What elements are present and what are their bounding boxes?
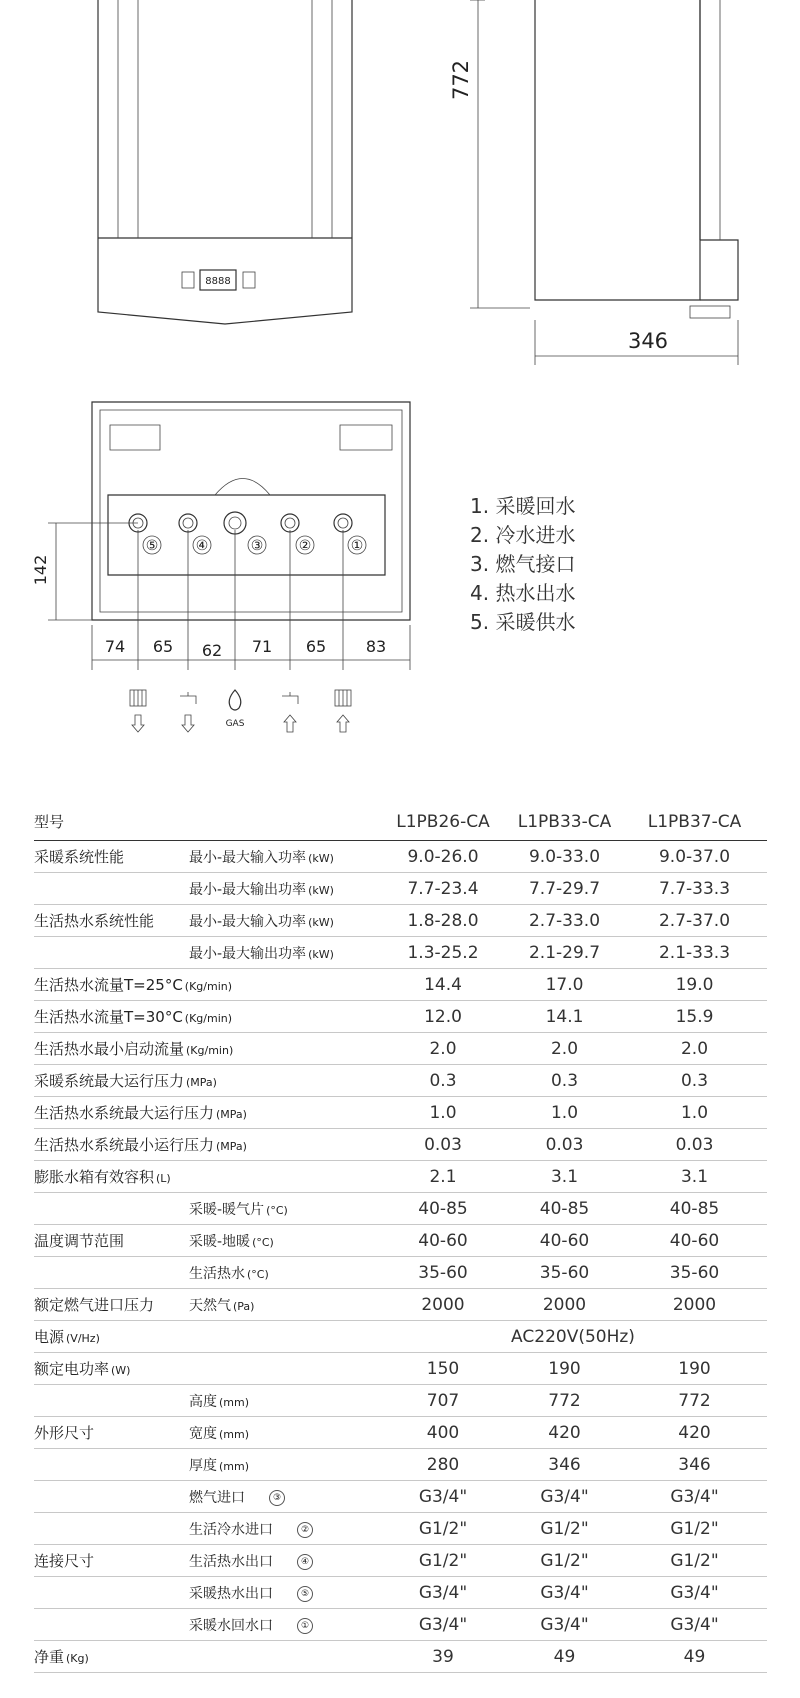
gas-flame-icon bbox=[226, 690, 245, 729]
value-cell: G3/4" bbox=[507, 1577, 622, 1609]
table-row bbox=[34, 1097, 767, 1129]
value-cell: 40-60 bbox=[507, 1225, 622, 1257]
spacing-65-right: 65 bbox=[305, 637, 327, 656]
row-category-text: 温度调节范围 bbox=[34, 1232, 125, 1250]
value-cell: G3/4" bbox=[622, 1481, 767, 1513]
value-cell: 2.0 bbox=[379, 1033, 507, 1065]
model-name: L1PB37-CA bbox=[622, 803, 767, 841]
row-subcategory-text: 燃气进口 bbox=[189, 1489, 245, 1506]
row-category bbox=[34, 1577, 189, 1609]
row-category-text: 采暖系统性能 bbox=[34, 848, 125, 866]
legend-item-2: 2. 冷水进水 bbox=[470, 523, 576, 547]
value-cell: 707 bbox=[379, 1385, 507, 1417]
value-cell: 0.03 bbox=[507, 1129, 622, 1161]
table-row bbox=[34, 1257, 767, 1289]
value-cell: 40-85 bbox=[379, 1193, 507, 1225]
merged-value-cell: AC220V(50Hz) bbox=[379, 1321, 767, 1353]
cold-water-tap-icon bbox=[282, 692, 298, 732]
row-category bbox=[34, 1001, 233, 1033]
row-category-unit: (MPa) bbox=[186, 1076, 217, 1089]
value-cell: 1.0 bbox=[507, 1097, 622, 1129]
row-subcategory-unit: (°C) bbox=[247, 1267, 269, 1281]
row-subcategory bbox=[189, 1417, 379, 1449]
legend-item-5: 5. 采暖供水 bbox=[470, 610, 576, 634]
row-category-text: 外形尺寸 bbox=[34, 1424, 95, 1442]
connection-number-badge: ② bbox=[297, 1522, 313, 1538]
row-subcategory-text: 采暖水回水口 bbox=[189, 1617, 273, 1634]
value-cell: G1/2" bbox=[622, 1545, 767, 1577]
table-row bbox=[34, 1577, 767, 1609]
row-category bbox=[34, 1609, 189, 1641]
value-cell: 0.3 bbox=[622, 1065, 767, 1097]
value-cell: 2000 bbox=[507, 1289, 622, 1321]
model-label: 型号 bbox=[34, 803, 189, 841]
row-subcategory bbox=[189, 1513, 379, 1545]
value-cell: 772 bbox=[507, 1385, 622, 1417]
radiator-return-icon bbox=[335, 690, 351, 732]
value-cell: 40-60 bbox=[379, 1225, 507, 1257]
table-row bbox=[34, 1353, 767, 1385]
value-cell: 9.0-37.0 bbox=[622, 841, 767, 873]
side-view bbox=[449, 0, 738, 365]
row-subcategory bbox=[189, 1161, 379, 1193]
row-category-text: 额定电功率 bbox=[34, 1360, 110, 1378]
value-cell: 40-60 bbox=[622, 1225, 767, 1257]
left-button-icon bbox=[182, 272, 194, 288]
row-category-text: 电源 bbox=[34, 1328, 65, 1346]
value-cell: G3/4" bbox=[379, 1481, 507, 1513]
connection-legend bbox=[470, 492, 575, 637]
row-category-text: 连接尺寸 bbox=[34, 1552, 95, 1570]
table-row bbox=[34, 1641, 767, 1673]
row-category bbox=[34, 905, 189, 937]
row-subcategory-text: 天然气 bbox=[189, 1297, 231, 1314]
table-header-row bbox=[34, 803, 767, 841]
row-category bbox=[34, 1321, 189, 1353]
connection-number-badge: ③ bbox=[269, 1490, 285, 1506]
value-cell: 150 bbox=[379, 1353, 507, 1385]
row-subcategory bbox=[189, 1545, 379, 1577]
row-category bbox=[34, 1129, 247, 1161]
row-category bbox=[34, 1161, 189, 1193]
value-cell: 49 bbox=[622, 1641, 767, 1673]
value-cell: 35-60 bbox=[507, 1257, 622, 1289]
row-category bbox=[34, 1449, 189, 1481]
row-subcategory-text: 生活热水 bbox=[189, 1265, 245, 1282]
row-category bbox=[34, 1225, 189, 1257]
row-category bbox=[34, 1065, 217, 1097]
row-subcategory-text: 采暖热水出口 bbox=[189, 1585, 273, 1602]
row-category-unit: (Kg/min) bbox=[184, 980, 233, 993]
value-cell: G3/4" bbox=[379, 1577, 507, 1609]
value-cell: 35-60 bbox=[622, 1257, 767, 1289]
row-subcategory bbox=[189, 1225, 379, 1257]
value-cell: 280 bbox=[379, 1449, 507, 1481]
row-subcategory bbox=[189, 1257, 379, 1289]
table-row bbox=[34, 1161, 767, 1193]
row-category-text: 生活热水系统性能 bbox=[34, 912, 155, 930]
gas-label: GAS bbox=[225, 719, 245, 729]
value-cell: 2.1 bbox=[379, 1161, 507, 1193]
value-cell: 346 bbox=[622, 1449, 767, 1481]
row-category-unit: (Kg) bbox=[66, 1652, 89, 1665]
value-cell: 2.0 bbox=[622, 1033, 767, 1065]
row-subcategory bbox=[189, 937, 379, 969]
value-cell: G1/2" bbox=[379, 1545, 507, 1577]
row-category bbox=[34, 1257, 189, 1289]
connection-1-label: ① bbox=[350, 538, 364, 554]
row-category bbox=[34, 1193, 189, 1225]
row-subcategory-text: 采暖-地暖 bbox=[189, 1233, 251, 1250]
row-subcategory-text: 生活热水出口 bbox=[189, 1553, 273, 1570]
connection-number-badge: ⑤ bbox=[297, 1586, 313, 1602]
connection-4-label: ④ bbox=[195, 538, 209, 554]
value-cell: 3.1 bbox=[507, 1161, 622, 1193]
row-category bbox=[34, 1033, 234, 1065]
value-cell: 19.0 bbox=[622, 969, 767, 1001]
row-subcategory bbox=[189, 873, 379, 905]
row-category-text: 额定燃气进口压力 bbox=[34, 1296, 155, 1314]
value-cell: 400 bbox=[379, 1417, 507, 1449]
row-subcategory-unit: (kW) bbox=[308, 947, 334, 961]
front-view bbox=[98, 0, 352, 324]
row-subcategory-text: 最小-最大输入功率 bbox=[189, 849, 307, 866]
value-cell: 190 bbox=[622, 1353, 767, 1385]
table-row bbox=[34, 873, 767, 905]
row-subcategory-text: 最小-最大输入功率 bbox=[189, 913, 307, 930]
value-cell: 190 bbox=[507, 1353, 622, 1385]
table-row bbox=[34, 1449, 767, 1481]
table-row bbox=[34, 1481, 767, 1513]
value-cell: 7.7-33.3 bbox=[622, 873, 767, 905]
value-cell: G3/4" bbox=[379, 1609, 507, 1641]
row-category-unit: (MPa) bbox=[216, 1140, 247, 1153]
model-name: L1PB26-CA bbox=[379, 803, 507, 841]
value-cell: 0.3 bbox=[507, 1065, 622, 1097]
row-category bbox=[34, 1513, 189, 1545]
value-cell: 7.7-29.7 bbox=[507, 873, 622, 905]
table-row bbox=[34, 1321, 767, 1353]
row-subcategory bbox=[189, 1193, 379, 1225]
row-subcategory-text: 厚度 bbox=[189, 1457, 217, 1474]
model-name: L1PB33-CA bbox=[507, 803, 622, 841]
value-cell: 1.0 bbox=[379, 1097, 507, 1129]
row-subcategory bbox=[189, 1321, 379, 1353]
table-row bbox=[34, 1193, 767, 1225]
row-subcategory-text: 高度 bbox=[189, 1393, 217, 1410]
row-category-unit: (V/Hz) bbox=[66, 1332, 100, 1345]
connection-number-badge: ④ bbox=[297, 1554, 313, 1570]
row-category bbox=[34, 1385, 189, 1417]
row-subcategory-unit: (°C) bbox=[266, 1203, 288, 1217]
row-category-unit: (W) bbox=[111, 1364, 131, 1377]
spec-table bbox=[34, 803, 767, 1673]
row-subcategory-text: 采暖-暖气片 bbox=[189, 1201, 265, 1218]
table-row bbox=[34, 1001, 767, 1033]
value-cell: 39 bbox=[379, 1641, 507, 1673]
value-cell: 40-85 bbox=[622, 1193, 767, 1225]
spacing-71: 71 bbox=[251, 637, 273, 656]
value-cell: 0.03 bbox=[379, 1129, 507, 1161]
value-cell: 2.1-33.3 bbox=[622, 937, 767, 969]
row-category bbox=[34, 1545, 189, 1577]
legend-item-3: 3. 燃气接口 bbox=[470, 552, 576, 576]
row-subcategory bbox=[189, 1385, 379, 1417]
row-subcategory-unit: (Pa) bbox=[233, 1299, 255, 1313]
table-row bbox=[34, 841, 767, 873]
hot-water-tap-icon bbox=[180, 692, 196, 732]
row-subcategory bbox=[189, 1609, 379, 1641]
value-cell: G3/4" bbox=[507, 1481, 622, 1513]
row-subcategory-unit: (mm) bbox=[219, 1459, 250, 1473]
row-subcategory bbox=[189, 1641, 379, 1673]
connection-5-label: ⑤ bbox=[145, 538, 159, 554]
value-cell: 0.3 bbox=[379, 1065, 507, 1097]
row-subcategory bbox=[189, 1065, 379, 1097]
row-category-text: 生活热水系统最大运行压力 bbox=[34, 1104, 215, 1122]
table-row bbox=[34, 1609, 767, 1641]
row-category bbox=[34, 1353, 189, 1385]
row-category-text: 生活热水系统最小运行压力 bbox=[34, 1136, 215, 1154]
value-cell: 40-85 bbox=[507, 1193, 622, 1225]
value-cell: 12.0 bbox=[379, 1001, 507, 1033]
row-subcategory-unit: (mm) bbox=[219, 1395, 250, 1409]
value-cell: 1.8-28.0 bbox=[379, 905, 507, 937]
table-row bbox=[34, 1513, 767, 1545]
value-cell: G3/4" bbox=[622, 1577, 767, 1609]
value-cell: 772 bbox=[622, 1385, 767, 1417]
row-category bbox=[34, 841, 189, 873]
spacing-74: 74 bbox=[104, 637, 126, 656]
value-cell: G3/4" bbox=[507, 1609, 622, 1641]
value-cell: G1/2" bbox=[507, 1545, 622, 1577]
row-subcategory-text: 生活冷水进口 bbox=[189, 1521, 273, 1538]
row-category bbox=[34, 1481, 189, 1513]
row-subcategory-unit: (kW) bbox=[308, 883, 334, 897]
value-cell: 420 bbox=[507, 1417, 622, 1449]
table-row bbox=[34, 937, 767, 969]
row-category-text: 生活热水流量T=25°C bbox=[34, 976, 183, 994]
connection-number-labels bbox=[143, 536, 366, 554]
value-cell: 2.7-37.0 bbox=[622, 905, 767, 937]
value-cell: 2.0 bbox=[507, 1033, 622, 1065]
row-category-unit: (Kg/min) bbox=[186, 1044, 234, 1057]
table-row bbox=[34, 1545, 767, 1577]
row-category-unit: (Kg/min) bbox=[184, 1012, 233, 1025]
connection-number-badge: ① bbox=[297, 1618, 313, 1634]
table-row bbox=[34, 1065, 767, 1097]
row-subcategory bbox=[189, 1481, 379, 1513]
row-subcategory-unit: (kW) bbox=[308, 851, 334, 865]
table-row bbox=[34, 1033, 767, 1065]
row-subcategory-text: 宽度 bbox=[189, 1425, 217, 1442]
row-subcategory-unit: (°C) bbox=[252, 1235, 274, 1249]
row-subcategory bbox=[189, 905, 379, 937]
table-row bbox=[34, 1129, 767, 1161]
row-subcategory-unit: (mm) bbox=[219, 1427, 250, 1441]
value-cell: 3.1 bbox=[622, 1161, 767, 1193]
legend-item-1: 1. 采暖回水 bbox=[470, 494, 576, 518]
display-readout: 8888 bbox=[205, 276, 231, 287]
value-cell: G3/4" bbox=[622, 1609, 767, 1641]
value-cell: 9.0-26.0 bbox=[379, 841, 507, 873]
connection-2-label: ② bbox=[298, 538, 312, 554]
table-row bbox=[34, 1417, 767, 1449]
row-category-text: 采暖系统最大运行压力 bbox=[34, 1072, 185, 1090]
row-subcategory bbox=[189, 841, 379, 873]
technical-drawing bbox=[0, 0, 800, 760]
row-subcategory-text: 最小-最大输出功率 bbox=[189, 945, 307, 962]
row-category-unit: (L) bbox=[156, 1172, 171, 1185]
row-subcategory-unit: (kW) bbox=[308, 915, 334, 929]
value-cell: 2.7-33.0 bbox=[507, 905, 622, 937]
row-category-text: 生活热水最小启动流量 bbox=[34, 1040, 185, 1058]
value-cell: G1/2" bbox=[507, 1513, 622, 1545]
value-cell: 2000 bbox=[622, 1289, 767, 1321]
value-cell: 15.9 bbox=[622, 1001, 767, 1033]
row-category bbox=[34, 969, 233, 1001]
row-category-text: 生活热水流量T=30°C bbox=[34, 1008, 183, 1026]
row-subcategory bbox=[189, 1289, 379, 1321]
vertical-dimension-142: 142 bbox=[31, 554, 50, 586]
value-cell: 2000 bbox=[379, 1289, 507, 1321]
row-category-unit: (MPa) bbox=[216, 1108, 247, 1121]
table-row bbox=[34, 969, 767, 1001]
row-category-text: 净重 bbox=[34, 1648, 65, 1666]
radiator-supply-icon bbox=[130, 690, 146, 732]
spacing-62: 62 bbox=[201, 641, 223, 660]
row-subcategory-text: 最小-最大输出功率 bbox=[189, 881, 307, 898]
value-cell: 9.0-33.0 bbox=[507, 841, 622, 873]
connection-3-label: ③ bbox=[250, 538, 264, 554]
value-cell: 14.4 bbox=[379, 969, 507, 1001]
legend-item-4: 4. 热水出水 bbox=[470, 581, 576, 605]
table-row bbox=[34, 1289, 767, 1321]
value-cell: 1.0 bbox=[622, 1097, 767, 1129]
row-category bbox=[34, 873, 189, 905]
row-category bbox=[34, 1289, 189, 1321]
table-row bbox=[34, 905, 767, 937]
row-category bbox=[34, 1417, 189, 1449]
bottom-view bbox=[31, 402, 410, 732]
table-row bbox=[34, 1385, 767, 1417]
row-category-text: 膨胀水箱有效容积 bbox=[34, 1168, 155, 1186]
spacing-65-left: 65 bbox=[152, 637, 174, 656]
value-cell: 0.03 bbox=[622, 1129, 767, 1161]
value-cell: 17.0 bbox=[507, 969, 622, 1001]
value-cell: 420 bbox=[622, 1417, 767, 1449]
value-cell: G1/2" bbox=[379, 1513, 507, 1545]
height-dimension: 772 bbox=[449, 59, 473, 101]
value-cell: G1/2" bbox=[622, 1513, 767, 1545]
table-row bbox=[34, 1225, 767, 1257]
row-subcategory bbox=[189, 1449, 379, 1481]
value-cell: 49 bbox=[507, 1641, 622, 1673]
value-cell: 14.1 bbox=[507, 1001, 622, 1033]
depth-dimension: 346 bbox=[627, 329, 669, 353]
value-cell: 1.3-25.2 bbox=[379, 937, 507, 969]
value-cell: 2.1-29.7 bbox=[507, 937, 622, 969]
right-button-icon bbox=[243, 272, 255, 288]
row-category bbox=[34, 1097, 247, 1129]
value-cell: 7.7-23.4 bbox=[379, 873, 507, 905]
row-subcategory bbox=[189, 1353, 379, 1385]
row-category bbox=[34, 1641, 189, 1673]
row-category bbox=[34, 937, 189, 969]
row-subcategory bbox=[189, 1577, 379, 1609]
spacing-83: 83 bbox=[365, 637, 387, 656]
value-cell: 35-60 bbox=[379, 1257, 507, 1289]
value-cell: 346 bbox=[507, 1449, 622, 1481]
